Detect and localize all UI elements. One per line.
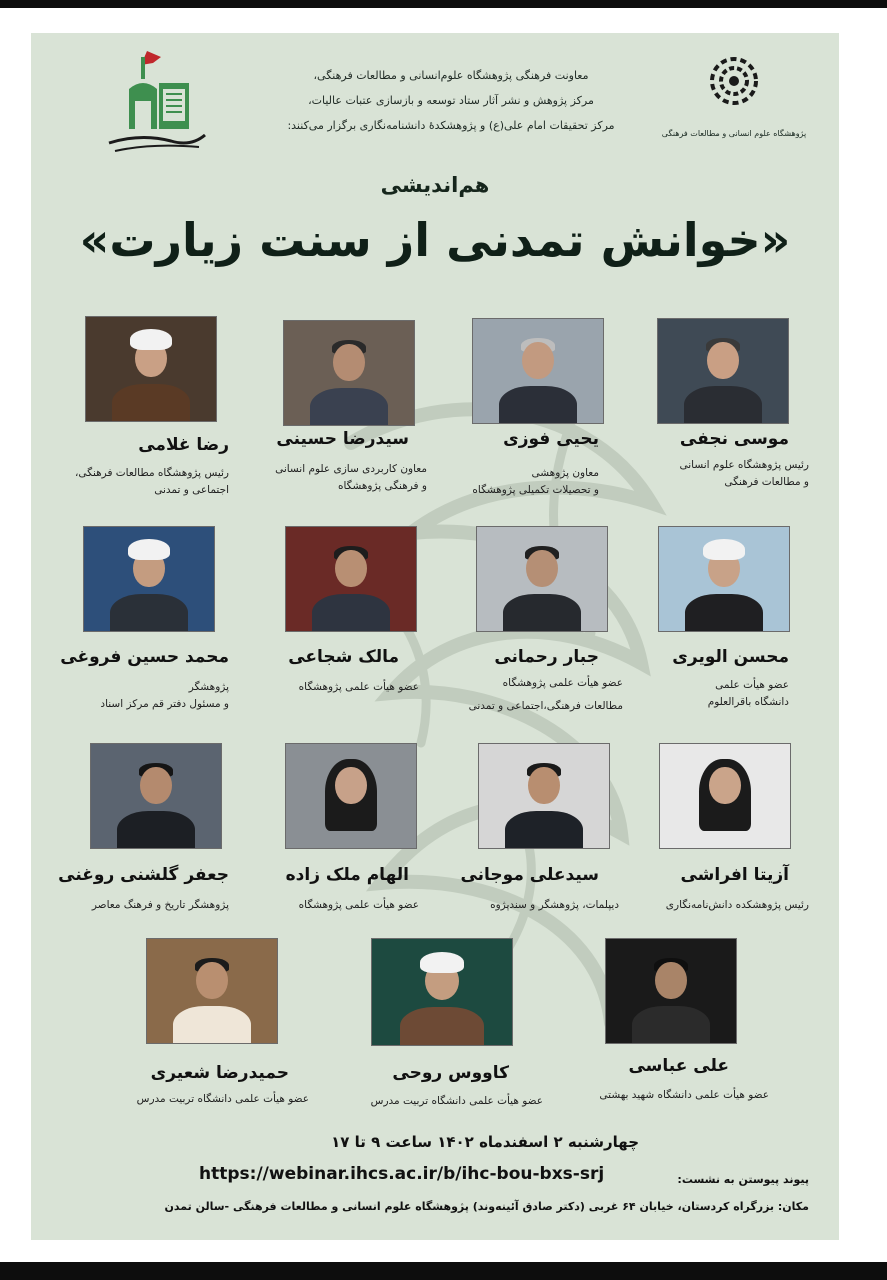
- speaker-name: الهام ملک زاده: [285, 865, 409, 885]
- top-black-bar: [0, 0, 887, 8]
- join-link-label: پیوند پیوستن به نشست:: [677, 1173, 809, 1186]
- speaker-name: حمیدرضا شعیری: [150, 1063, 289, 1083]
- speaker-name: موسی نجفی: [679, 429, 789, 449]
- speaker-name: یحیی فوزی: [503, 429, 599, 449]
- speaker-name: جبار رحمانی: [494, 647, 599, 667]
- speaker-photo: [605, 938, 737, 1044]
- speaker-role: رئیس پژوهشکده دانش‌نامه‌نگاری: [665, 899, 809, 911]
- event-address: مکان: بزرگراه کردستان، خیابان ۶۴ غربی (دکتر صادق آئینه‌وند) پژوهشگاه علوم انسانی و مطالعات فرهنگی -سالن تمدن: [164, 1200, 809, 1213]
- speaker-role: پژوهشگر تاریخ و فرهنگ معاصر: [91, 899, 229, 911]
- speaker-name: سیدرضا حسینی: [276, 429, 409, 449]
- speaker-photo: [472, 318, 604, 424]
- speaker-name: محمد حسین فروغی: [60, 647, 229, 667]
- speaker-photo: [83, 526, 215, 632]
- speaker-photo: [146, 938, 278, 1044]
- speaker-role: پژوهشگر و مسئول دفتر قم مرکز اسناد: [100, 681, 229, 710]
- speaker-role: معاون کاربردی سازی علوم انسانی و فرهنگی پژوهشگاه: [275, 463, 427, 492]
- speaker-photo: [658, 526, 790, 632]
- join-link-url[interactable]: https://webinar.ihcs.ac.ir/b/ihc-bou-bxs-srj: [199, 1164, 605, 1184]
- event-datetime: چهارشنبه ۲ اسفندماه ۱۴۰۲ ساعت ۹ تا ۱۷: [331, 1133, 639, 1151]
- speaker-photo: [478, 743, 610, 849]
- event-poster: [31, 33, 839, 1240]
- speaker-photo: [285, 526, 417, 632]
- speaker-photo: [371, 938, 513, 1046]
- event-subtitle: هم‌اندیشی: [380, 173, 490, 197]
- speaker-role: دیپلمات، پژوهشگر و سندپژوه: [490, 899, 619, 911]
- organizers-line-3: مرکز تحقیقات امام علی(ع) و پژوهشکدهٔ دانشنامه‌نگاری برگزار می‌کنند:: [287, 119, 615, 132]
- organizers-text: [281, 63, 621, 138]
- speaker-name: محسن الویری: [672, 647, 789, 667]
- speaker-photo: [659, 743, 791, 849]
- speaker-role: عضو هیأت علمی پژوهشگاه: [298, 681, 419, 693]
- speaker-role: عضو هیأت علمی دانشگاه باقرالعلوم: [707, 679, 789, 708]
- speaker-role: رئیس پژوهشگاه مطالعات فرهنگی، اجتماعی و تمدنی: [75, 467, 229, 496]
- speaker-role: عضو هیأت علمی دانشگاه تربیت مدرس: [370, 1095, 543, 1107]
- speaker-name: سیدعلی موجانی: [460, 865, 599, 885]
- bottom-black-bar: [0, 1262, 887, 1280]
- speaker-photo: [657, 318, 789, 424]
- speaker-photo: [90, 743, 222, 849]
- speaker-role: عضو هیأت علمی پژوهشگاه مطالعات فرهنگی،اجتماعی و تمدنی: [468, 677, 623, 712]
- speaker-name: کاووس روحی: [392, 1063, 509, 1083]
- speaker-photo: [285, 743, 417, 849]
- ihcs-logo-caption: پژوهشگاه علوم انسانی و مطالعات فرهنگی: [661, 129, 807, 138]
- organizers-line-2: مرکز پژوهش و نشر آثار ستاد توسعه و بازسازی عتبات عالیات،: [308, 94, 594, 107]
- speaker-photo: [283, 320, 415, 426]
- speaker-role: عضو هیأت علمی دانشگاه شهید بهشتی: [599, 1089, 769, 1101]
- speaker-name: آزیتا افراشی: [680, 865, 789, 885]
- speaker-role: عضو هیأت علمی پژوهشگاه: [298, 899, 419, 911]
- event-title: «خوانش تمدنی از سنت زیارت»: [79, 213, 791, 267]
- speaker-name: جعفر گلشنی روغنی: [58, 865, 229, 885]
- organizers-line-1: معاونت فرهنگی پژوهشگاه علوم‌انسانی و مطالعات فرهنگی،: [313, 69, 589, 82]
- atabat-logo-icon: [101, 43, 211, 153]
- speaker-role: رئیس پژوهشگاه علوم انسانی و مطالعات فرهنگی: [679, 459, 809, 488]
- speaker-photo: [85, 316, 217, 422]
- speaker-role: عضو هیأت علمی دانشگاه تربیت مدرس: [136, 1093, 309, 1105]
- speaker-role: معاون پژوهشی و تحصیلات تکمیلی پژوهشگاه: [472, 467, 599, 496]
- speaker-name: مالک شجاعی: [288, 647, 399, 667]
- speaker-photo: [476, 526, 608, 632]
- speaker-name: علی عباسی: [628, 1056, 729, 1076]
- speaker-name: رضا غلامی: [138, 435, 229, 455]
